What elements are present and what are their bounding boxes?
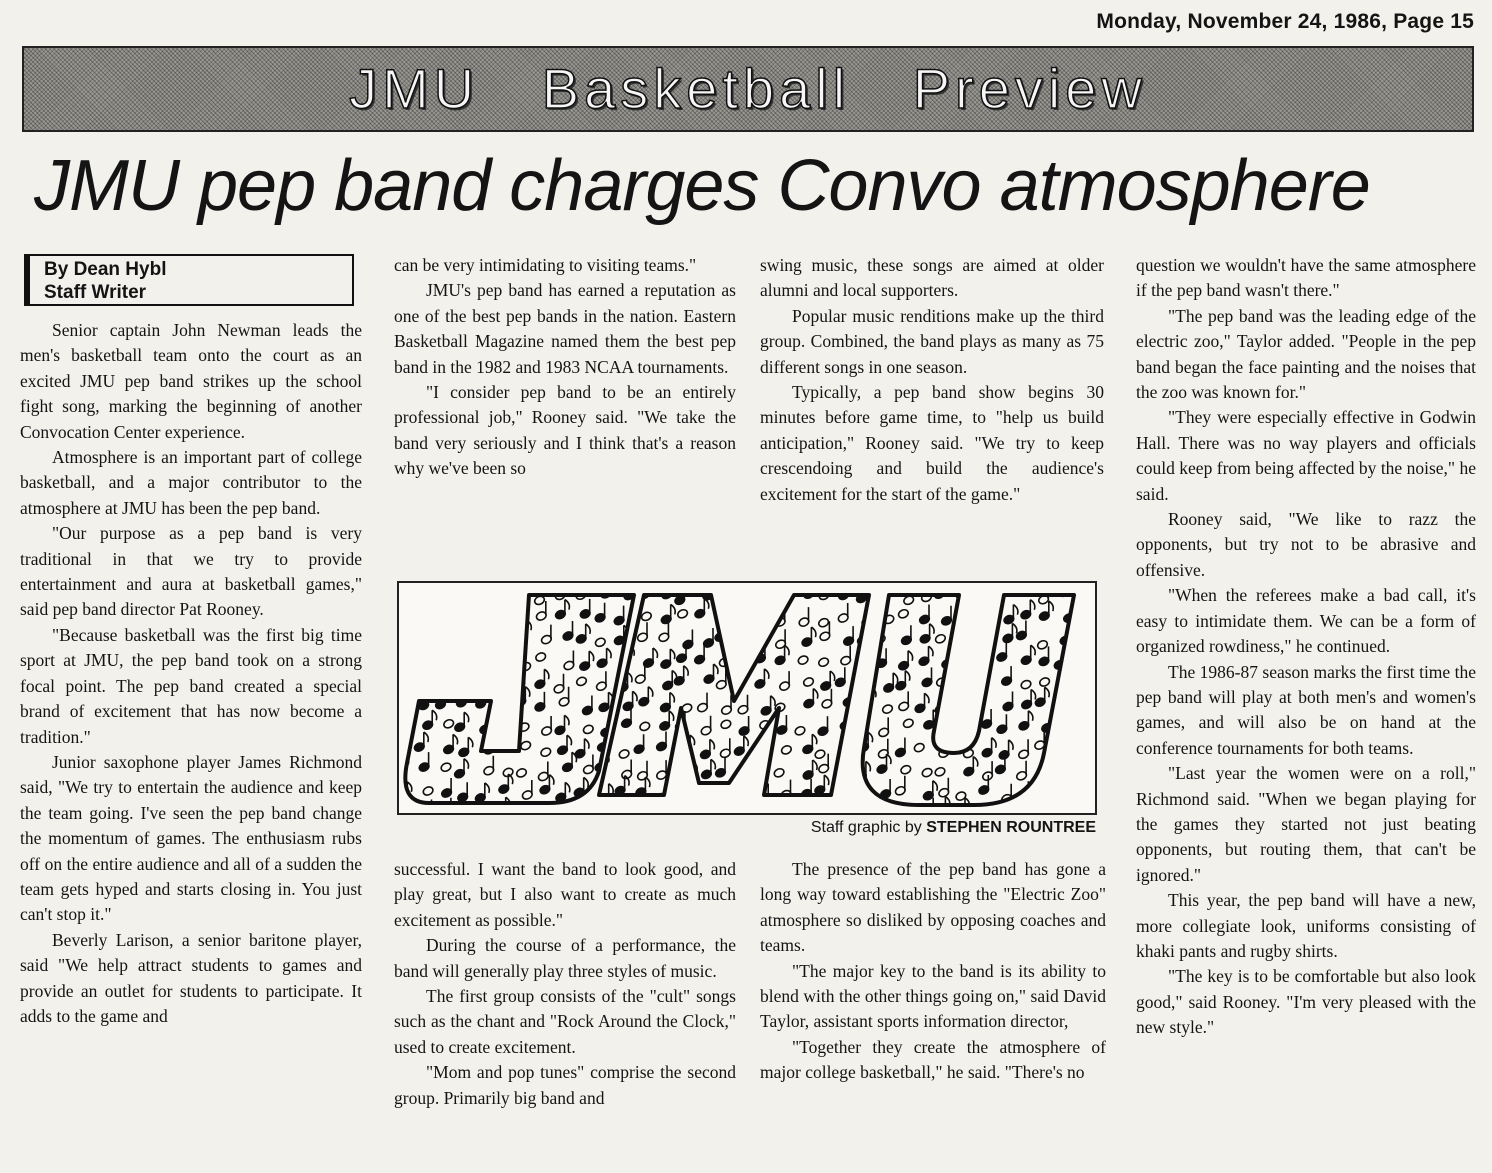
- music-note-head: [399, 637, 407, 648]
- music-note-head: [403, 681, 415, 692]
- paragraph: "They were especially effective in Godwin Hall. There was no way players and officials could keep from being affected by the noise," he said.: [1136, 407, 1476, 504]
- music-note-head: [762, 613, 774, 624]
- paragraph: The first group consists of the "cult" songs such as the chant and "Rock Around the Clock," used to create excitement.: [394, 986, 736, 1057]
- headline: JMU pep band charges Convo atmosphere: [34, 146, 1370, 226]
- music-note-flag: [484, 648, 489, 658]
- music-note-head: [874, 809, 886, 813]
- music-note-flag: [1090, 670, 1095, 680]
- music-note-head: [499, 677, 511, 688]
- music-note-head: [960, 652, 972, 663]
- music-note-head: [473, 658, 485, 669]
- paragraph: "Because basketball was the first big time sport at JMU, the pep band took on a strong focal point. The pep band created a special brand of excitement that has now become a tradition.": [20, 624, 362, 747]
- paragraph: Atmosphere is an important part of college basketball, and a major contributor to the atmosphere at JMU has been the pep band.: [20, 447, 362, 518]
- credit-name: STEPHEN ROUNTREE: [926, 819, 1096, 836]
- music-note-head: [419, 616, 431, 627]
- music-note-head: [1060, 682, 1072, 693]
- music-note-head: [841, 743, 853, 754]
- music-note-head: [481, 616, 493, 627]
- music-note-head: [953, 697, 965, 708]
- music-note-head: [1082, 588, 1094, 599]
- music-note-head: [440, 762, 452, 773]
- paragraph: JMU's pep band has earned a reputation as one of the best pep bands in the nation. Eastern Basketball Magazine named them the best pep band in the 1982 and 1983 NCAA tournaments.: [394, 280, 736, 377]
- music-note-flag: [466, 688, 471, 698]
- music-note-flag: [753, 798, 758, 808]
- music-note-head: [443, 718, 455, 729]
- music-note-head: [439, 656, 451, 667]
- music-note-head: [442, 680, 454, 691]
- music-note-head: [1077, 631, 1089, 642]
- music-note-flag: [452, 600, 457, 610]
- music-note-flag: [944, 716, 949, 726]
- byline-box: [24, 254, 354, 306]
- music-note-flag: [844, 783, 849, 793]
- music-note-head: [618, 748, 630, 759]
- music-note-flag: [649, 583, 654, 589]
- music-note-flag: [610, 583, 615, 589]
- music-note-head: [479, 586, 491, 597]
- music-note-head: [835, 810, 847, 813]
- music-note-head: [1059, 769, 1071, 780]
- music-note-head: [1020, 679, 1032, 690]
- music-note-head: [962, 673, 974, 684]
- paragraph: Rooney said, "We like to razz the opponents, but try not to be abrasive and offensive.: [1136, 509, 1476, 580]
- music-note-head: [958, 720, 970, 731]
- music-note-head: [894, 806, 906, 813]
- music-note-head: [739, 786, 751, 797]
- jmu-letter-outline-1: [405, 595, 634, 803]
- music-note-head: [794, 725, 806, 736]
- jmu-music-notes-graphic: [397, 581, 1097, 815]
- music-note-head: [777, 592, 789, 603]
- column-2-top: [394, 253, 736, 482]
- music-note-head: [960, 639, 972, 650]
- music-note-head: [719, 589, 731, 600]
- paragraph: The 1986-87 season marks the first time the pep band will play at both men's and women's games, and will also be on hand at the conference tournaments for both teams.: [1136, 661, 1476, 758]
- music-note-head: [473, 812, 485, 813]
- music-note-head: [441, 609, 453, 620]
- music-note-head: [422, 785, 434, 796]
- paragraph: "Our purpose as a pep band is very traditional in that we try to provide entertainment and aura at basketball games," said pep band director Pat Rooney.: [20, 523, 362, 620]
- music-note-head: [474, 631, 486, 642]
- music-note-head: [921, 767, 933, 778]
- music-note-flag: [846, 800, 851, 810]
- music-note-head: [399, 654, 408, 665]
- paragraph: "The key is to be comfortable but also look good," said Rooney. "I'm very pleased with the new style.": [1136, 966, 1476, 1038]
- music-note-head: [457, 588, 469, 599]
- music-note-head: [495, 592, 507, 603]
- music-note-head: [401, 705, 413, 716]
- music-note-flag: [445, 690, 450, 700]
- music-note-head: [720, 719, 732, 730]
- music-note-head: [440, 807, 452, 813]
- paragraph: "Mom and pop tunes" comprise the second group. Primarily big band and: [394, 1062, 736, 1108]
- music-note-head: [814, 749, 826, 760]
- music-note-head: [421, 809, 433, 813]
- music-note-head: [1057, 698, 1069, 709]
- music-note-head: [833, 792, 845, 803]
- byline-author: By Dean Hybl: [44, 259, 167, 280]
- music-note-head: [441, 631, 453, 642]
- paragraph: "Last year the women were on a roll," Richmond said. "When we began playing for the games they started not just beating opponents, but routing them, that can't be ignored.": [1136, 763, 1476, 885]
- music-note-flag: [506, 583, 511, 593]
- music-note-flag: [411, 805, 416, 813]
- music-note-head: [881, 704, 893, 715]
- paragraph: Senior captain John Newman leads the men's basketball team onto the court as an excited JMU pep band strikes up the school fight song, marking the beginning of another Convocation Center experience.: [20, 320, 362, 442]
- music-note-flag: [724, 622, 729, 632]
- music-note-head: [575, 676, 587, 687]
- music-note-flag: [951, 649, 956, 659]
- music-note-flag: [1093, 583, 1096, 589]
- music-note-head: [639, 721, 651, 732]
- music-note-flag: [508, 599, 513, 609]
- music-note-head: [721, 793, 733, 804]
- music-note-head: [523, 812, 535, 813]
- music-note-head: [1073, 698, 1085, 709]
- music-note-head: [457, 638, 469, 649]
- music-note-head: [595, 812, 607, 813]
- music-note-head: [981, 634, 993, 645]
- music-note-flag: [1091, 650, 1096, 660]
- music-note-head: [817, 617, 829, 628]
- graphic-credit: [754, 819, 1096, 837]
- music-note-head: [399, 591, 410, 602]
- music-note-flag: [711, 802, 716, 812]
- music-note-flag: [1093, 805, 1095, 814]
- music-note-head: [739, 587, 751, 598]
- music-note-head: [1080, 679, 1092, 690]
- music-note-head: [495, 807, 507, 813]
- music-note-head: [1036, 639, 1048, 650]
- music-note-head: [755, 746, 767, 757]
- music-note-flag: [605, 803, 610, 813]
- music-note-head: [540, 812, 552, 813]
- music-note-head: [854, 786, 866, 797]
- music-note-head: [913, 742, 925, 753]
- paragraph: The presence of the pep band has gone a long way toward establishing the "Electric Zoo" atmosphere so disliked by opposing coaches and teams.: [760, 859, 1106, 956]
- music-note-head: [434, 594, 446, 605]
- music-note-head: [535, 651, 547, 662]
- music-note-head: [934, 633, 946, 644]
- music-note-flag: [732, 784, 737, 794]
- music-note-head: [457, 677, 469, 688]
- paragraph-continued: successful. I want the band to look good, and play great, but I also want to create as much excitement as possible.": [394, 859, 736, 930]
- music-note-head: [954, 807, 966, 813]
- music-note-head: [742, 807, 754, 813]
- music-note-head: [1041, 807, 1053, 813]
- music-note-head: [502, 719, 514, 730]
- music-note-head: [793, 806, 805, 813]
- music-note-head: [860, 679, 872, 690]
- music-note-head: [453, 656, 465, 667]
- music-note-head: [634, 808, 646, 813]
- section-banner-title: JMU Basketball Preview: [349, 57, 1147, 120]
- paragraph: Junior saxophone player James Richmond said, "We try to entertain the audience and keep the team going. I've seen the pep band change the momentum of games. The enthusiasm rubs off on the entire audience and all of a sudden the team gets hyped and starts closing in. You just can't stop it.": [20, 751, 362, 925]
- music-note-head: [773, 767, 785, 778]
- music-note-flag: [411, 696, 416, 706]
- music-note-head: [415, 590, 427, 601]
- music-note-head: [1061, 789, 1073, 800]
- paragraph-continued: question we wouldn't have the same atmosphere if the pep band wasn't there.": [1136, 255, 1476, 301]
- music-note-flag: [513, 710, 518, 720]
- paragraph: "The major key to the band is its ability to blend with the other things going on," said David Taylor, assistant sports information director,: [760, 960, 1106, 1032]
- paragraph: "When the referees make a bad call, it's easy to intimidate them. We can be a form of organized rowdiness," he continued.: [1136, 585, 1476, 657]
- music-note-head: [540, 747, 552, 758]
- music-note-head: [737, 611, 749, 622]
- music-note-head: [817, 657, 829, 668]
- music-note-head: [676, 608, 688, 619]
- music-note-head: [859, 812, 871, 813]
- music-note-head: [495, 633, 507, 644]
- music-note-head: [682, 771, 694, 782]
- music-note-flag: [492, 606, 497, 616]
- music-note-head: [902, 718, 914, 729]
- paragraph: This year, the pep band will have a new, more collegiate look, uniforms consisting of khaki pants and rugby shirts.: [1136, 890, 1476, 961]
- music-note-head: [678, 785, 690, 796]
- section-banner: [22, 46, 1474, 132]
- dateline: Monday, November 24, 1986, Page 15: [1096, 10, 1474, 33]
- music-note-head: [980, 588, 992, 599]
- music-note-head: [935, 806, 947, 813]
- music-note-flag: [1070, 625, 1075, 635]
- music-note-flag: [529, 583, 534, 591]
- music-note-flag: [430, 607, 435, 617]
- music-note-head: [1075, 788, 1087, 799]
- column-3-top: [760, 253, 1104, 507]
- music-note-head: [740, 635, 752, 646]
- music-note-head: [699, 791, 711, 802]
- music-note-head: [582, 724, 594, 735]
- music-note-head: [802, 676, 814, 687]
- music-note-flag: [1091, 760, 1095, 770]
- paragraph: "I consider pep band to be an entirely professional job," Rooney said. "We take the band very seriously and I think that's a reason why we've been so: [394, 382, 736, 479]
- music-note-head: [797, 655, 809, 666]
- music-note-flag: [633, 583, 638, 591]
- music-note-head: [777, 806, 789, 813]
- music-note-head: [1020, 806, 1032, 813]
- music-note-flag: [750, 583, 755, 587]
- music-note-flag: [645, 799, 650, 809]
- music-note-head: [494, 655, 506, 666]
- byline-role: Staff Writer: [44, 282, 147, 303]
- music-note-head: [1058, 724, 1070, 735]
- music-note-head: [780, 744, 792, 755]
- music-note-head: [1033, 791, 1045, 802]
- music-note-head: [701, 811, 713, 813]
- music-note-head: [957, 616, 969, 627]
- music-note-head: [475, 681, 487, 692]
- music-note-head: [496, 696, 508, 707]
- paragraph-continued: swing music, these songs are aimed at older alumni and local supporters.: [760, 255, 1104, 301]
- column-2-bottom: [394, 857, 736, 1111]
- music-note-head: [415, 676, 427, 687]
- paragraph: Beverly Larison, a senior baritone player, said "We help attract students to games and provide an outlet for students to participate. It adds to the game and: [20, 929, 362, 1026]
- music-note-flag: [1071, 803, 1076, 813]
- music-note-head: [614, 812, 626, 813]
- music-note-head: [1080, 659, 1092, 670]
- music-note-flag: [1070, 759, 1075, 769]
- music-note-head: [399, 721, 409, 732]
- music-note-flag: [744, 646, 749, 656]
- music-note-head: [1082, 742, 1094, 753]
- music-note-flag: [712, 583, 717, 591]
- paragraph-continued: can be very intimidating to visiting teams.": [394, 255, 697, 275]
- music-note-head: [734, 655, 746, 666]
- music-note-head: [934, 766, 946, 777]
- column-4: [1136, 253, 1476, 1041]
- music-note-head: [757, 586, 769, 597]
- music-note-head: [897, 608, 909, 619]
- music-note-flag: [866, 583, 871, 593]
- paragraph: During the course of a performance, the band will generally play three styles of music.: [394, 935, 736, 981]
- music-note-head: [454, 608, 466, 619]
- music-note-head: [1075, 720, 1087, 731]
- jmu-logo-illustration: [399, 583, 1095, 813]
- column-3-bottom: [760, 857, 1106, 1086]
- music-note-flag: [1071, 736, 1076, 746]
- paragraph: Typically, a pep band show begins 30 minutes before game time, to "help us build anticipation," Rooney said. "We try to keep crescendoing and build the audience's excitement for the start of the game.": [760, 382, 1104, 504]
- music-note-flag: [1052, 798, 1057, 808]
- music-note-flag: [787, 796, 792, 806]
- paragraph: Popular music renditions make up the third group. Combined, the band plays as many as 75 different songs in one season.: [760, 305, 1104, 377]
- music-note-head: [515, 767, 527, 778]
- music-note-head: [419, 654, 431, 665]
- music-note-flag: [853, 687, 858, 697]
- music-note-head: [422, 635, 434, 646]
- music-note-head: [1077, 609, 1089, 620]
- music-note-head: [738, 770, 750, 781]
- music-note-head: [498, 608, 510, 619]
- paragraph: "The pep band was the leading edge of the electric zoo," Taylor added. "People in the pep band began the face painting and the noises that the zoo was known for.": [1136, 305, 1476, 403]
- music-note-head: [1061, 812, 1073, 813]
- music-note-head: [1061, 746, 1073, 757]
- music-note-flag: [408, 583, 413, 592]
- paragraph: "Together they create the atmosphere of major college basketball," he said. "There's no: [760, 1036, 1106, 1083]
- music-note-flag: [450, 647, 455, 657]
- music-note-head: [818, 809, 830, 813]
- music-note-flag: [766, 737, 771, 747]
- music-note-flag: [768, 583, 773, 587]
- music-note-head: [399, 615, 407, 626]
- music-note-flag: [848, 583, 853, 590]
- music-note-head: [973, 611, 985, 622]
- music-note-head: [399, 746, 408, 757]
- music-note-head: [562, 811, 574, 813]
- music-note-head: [900, 764, 912, 775]
- music-note-head: [715, 811, 727, 813]
- credit-prefix: Staff graphic by: [810, 819, 922, 836]
- column-1: [20, 318, 362, 1029]
- music-note-head: [923, 807, 935, 813]
- music-note-head: [1038, 676, 1050, 687]
- music-note-flag: [829, 800, 834, 810]
- music-note-head: [594, 637, 606, 648]
- music-note-head: [1081, 769, 1093, 780]
